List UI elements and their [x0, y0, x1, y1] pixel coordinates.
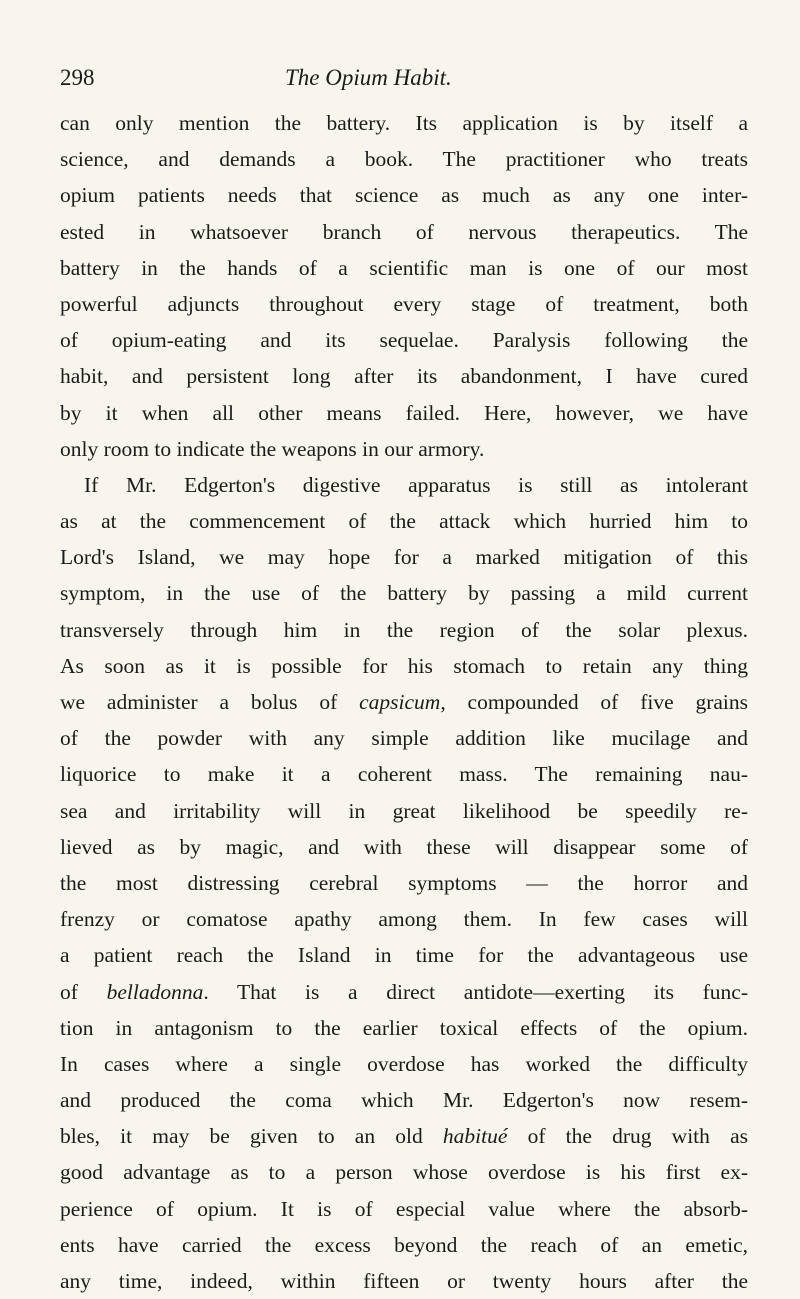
text-line — [60, 1010, 748, 1046]
text-line — [60, 1154, 748, 1190]
text-line — [60, 539, 748, 575]
text-segment: bles, it may be given to an old — [60, 1124, 443, 1149]
text-line — [60, 322, 748, 358]
text-segment: of the drug with as — [507, 1124, 748, 1149]
text-segment: . That is a direct antidote—exerting its func- — [203, 979, 748, 1004]
text-segment: of the powder with any simple addition like mucilage and — [60, 726, 748, 751]
page-number: 298 — [60, 65, 95, 90]
text-segment: frenzy or comatose apathy among them. In few cases will — [60, 907, 748, 932]
text-segment: and produced the coma which Mr. Edgerton's now resem- — [60, 1088, 748, 1113]
text-segment: transversely through him in the region of the solar plexus. — [60, 617, 748, 642]
text-line — [60, 1227, 748, 1263]
text-segment: If Mr. Edgerton's digestive apparatus is still as intolerant — [84, 472, 748, 497]
text-segment: perience of opium. It is of especial value where the absorb- — [60, 1196, 748, 1221]
text-segment: habit, and persistent long after its abandonment, I have cured — [60, 364, 748, 389]
text-segment: powerful adjuncts throughout every stage of treatment, both — [60, 291, 748, 316]
text-segment: ested in whatsoever branch of nervous therapeutics. The — [60, 219, 748, 244]
running-head — [60, 60, 740, 96]
text-segment: by it when all other means failed. Here, however, we have — [60, 400, 748, 425]
text-line — [60, 1118, 748, 1154]
text-segment: the most distressing cerebral symptoms — the horror and — [60, 870, 748, 895]
italic-term: habitué — [442, 1124, 508, 1149]
running-title: The Opium Habit. — [285, 65, 452, 90]
text-line — [60, 214, 748, 250]
text-line — [60, 395, 748, 431]
text-segment: liquorice to make it a coherent mass. The remaining nau- — [60, 762, 748, 787]
text-line — [60, 829, 748, 865]
text-line — [60, 431, 748, 467]
text-line — [60, 141, 748, 177]
text-segment: any time, indeed, within fifteen or twenty hours after the — [60, 1269, 748, 1293]
text-segment: Lord's Island, we may hope for a marked mitigation of this — [60, 545, 748, 570]
text-segment: , compounded of five grains — [440, 690, 749, 714]
text-segment: we administer a bolus of — [60, 690, 360, 714]
text-line — [60, 1046, 748, 1082]
text-line — [60, 612, 748, 648]
text-line — [60, 865, 748, 901]
italic-term: belladonna — [106, 979, 204, 1004]
italic-term: capsicum — [359, 690, 441, 714]
text-line — [60, 937, 748, 973]
text-segment: of opium-eating and its sequelae. Paralysis following the — [60, 328, 748, 353]
text-line — [60, 177, 748, 213]
text-line — [60, 503, 748, 539]
text-line — [60, 901, 748, 937]
text-line — [60, 1082, 748, 1118]
text-segment: symptom, in the use of the battery by passing a mild current — [60, 581, 748, 606]
text-line — [60, 1191, 748, 1227]
text-segment: tion in antagonism to the earlier toxical effects of the opium. — [60, 1015, 748, 1040]
text-line — [60, 250, 748, 286]
text-line — [60, 105, 748, 141]
text-line — [60, 358, 748, 394]
text-segment: ents have carried the excess beyond the reach of an emetic, — [60, 1232, 748, 1257]
text-line — [60, 467, 748, 503]
text-segment: as at the commencement of the attack which hurried him to — [60, 509, 748, 534]
text-segment: good advantage as to a person whose overdose is his first ex- — [60, 1160, 748, 1185]
text-segment: a patient reach the Island in time for the advantageous use — [60, 943, 748, 968]
text-line — [60, 684, 748, 720]
text-line — [60, 756, 748, 792]
text-segment: battery in the hands of a scientific man is one of our most — [60, 255, 748, 280]
text-line — [60, 1263, 748, 1299]
text-line — [60, 793, 748, 829]
text-segment: of — [60, 979, 107, 1004]
text-segment: science, and demands a book. The practitioner who treats — [60, 147, 748, 172]
text-segment: sea and irritability will in great likelihood be speedily re- — [60, 798, 748, 823]
body-text — [60, 105, 748, 1299]
text-segment: lieved as by magic, and with these will disappear some of — [60, 834, 748, 859]
text-segment: As soon as it is possible for his stomach to retain any thing — [60, 653, 748, 678]
text-line — [60, 974, 748, 1010]
text-segment: only room to indicate the weapons in our armory. — [60, 436, 485, 461]
text-line — [60, 648, 748, 684]
text-segment: In cases where a single overdose has worked the difficulty — [60, 1051, 748, 1076]
text-line — [60, 286, 748, 322]
text-line — [60, 575, 748, 611]
text-line — [60, 720, 748, 756]
text-segment: can only mention the battery. Its application is by itself a — [60, 111, 748, 135]
text-segment: opium patients needs that science as much as any one inter- — [60, 183, 748, 208]
